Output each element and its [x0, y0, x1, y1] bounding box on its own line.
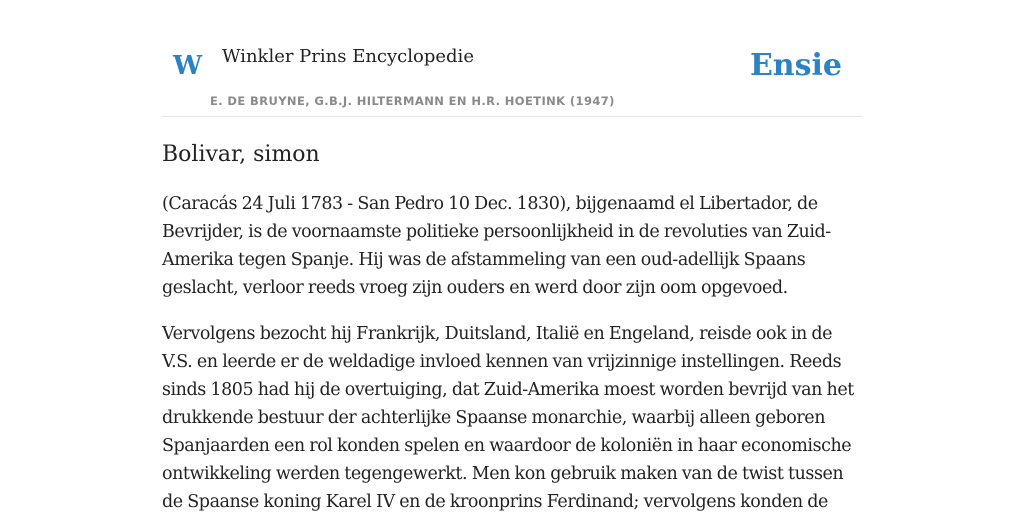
source-authors: E. DE BRUYNE, G.B.J. HILTERMANN EN H.R. HOETINK (1947)	[210, 94, 615, 108]
ensie-logo-link[interactable]: Ensie	[749, 48, 842, 83]
entry-body	[162, 190, 862, 512]
body-paragraph: (Caracás 24 Juli 1783 - San Pedro 10 Dec. 1830), bijgenaamd el Libertador, de Bevrijder, is de voornaamste politieke persoonlijkheid in de revoluties van Zuid-Amerika tegen Spanje. Hij was de afstammeling van een oud-adellijk Spaans geslacht, verloor reeds vroeg zijn ouders en werd door zijn oom opgevoed.	[162, 193, 831, 298]
winkler-prins-logo[interactable]: W	[173, 51, 203, 81]
article-header	[162, 0, 862, 117]
article-page	[162, 0, 862, 512]
source-title[interactable]: Winkler Prins Encyclopedie	[222, 46, 474, 67]
body-paragraph: Vervolgens bezocht hij Frankrijk, Duitsland, Italië en Engeland, reisde ook in de V.S. en leerde er de weldadige invloed kennen van vrijzinnige instellingen. Reeds sinds 1805 had hij de overtuiging, dat Zuid-Amerika moest worden bevrijd van het drukkende bestuur der achterlijke Spaanse monarchie, waarbij alleen geboren Spanjaarden een rol konden spelen en waardoor de koloniën in haar economische ontwikkeling werden tegengewerkt. Men kon gebruik maken van de twist tussen de Spaanse koning Karel IV en de kroonprins Ferdinand; vervolgens konden de	[162, 323, 854, 512]
entry-title: Bolivar, simon	[162, 142, 320, 167]
